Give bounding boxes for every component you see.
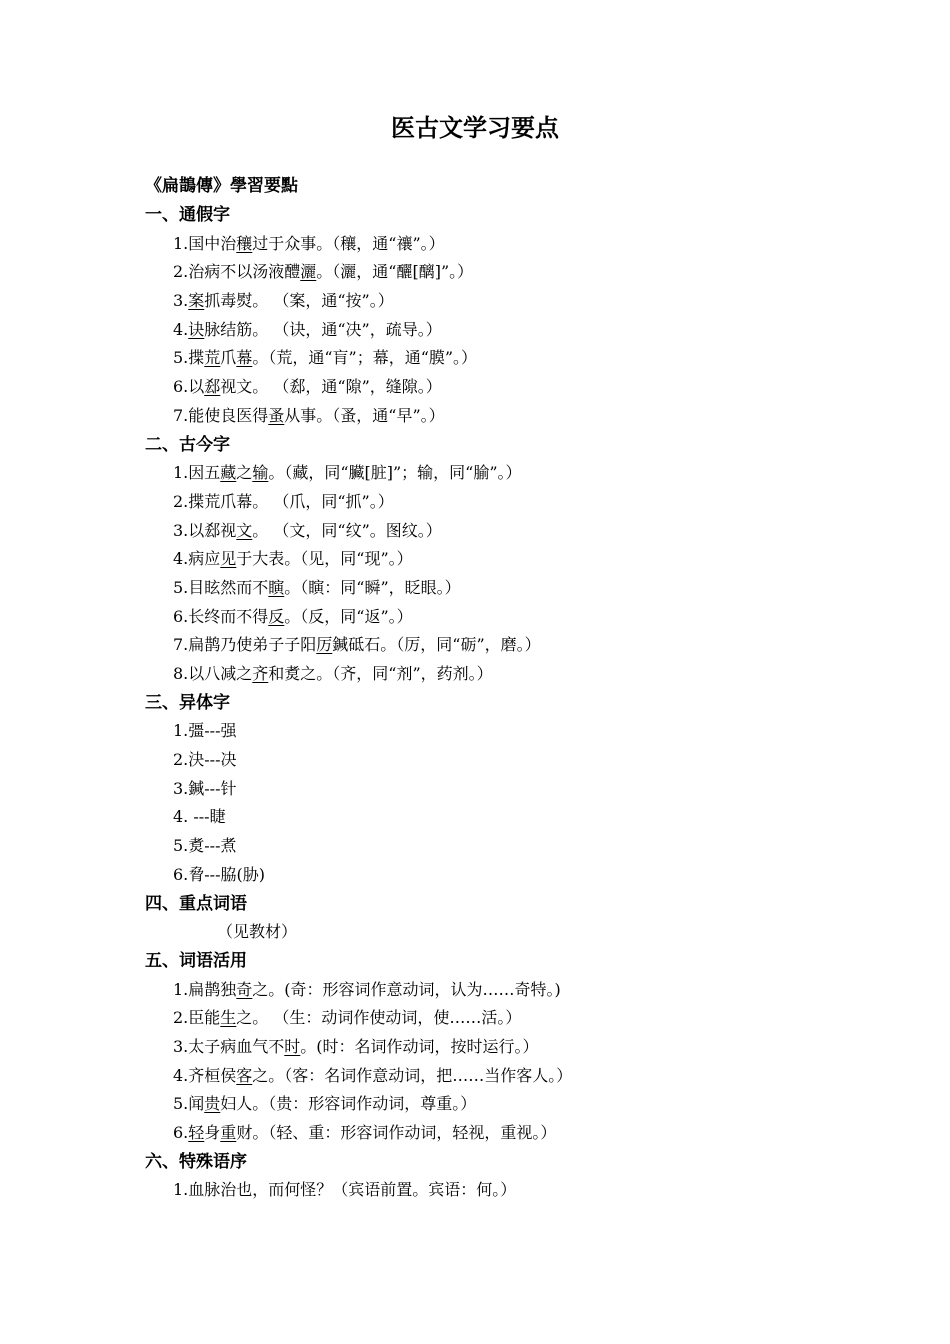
underlined-word: 厉 <box>316 635 333 655</box>
list-item <box>145 1004 865 1033</box>
section-heading: 六、特殊语序 <box>145 1151 247 1172</box>
text-segment: 之。 （生：动词作使动词，使……活。） <box>236 1008 522 1028</box>
text-segment: 5.煑---煮 <box>173 836 237 856</box>
underlined-word: 贵 <box>204 1094 221 1114</box>
text-segment: 妇人。（贵：形容词作动词，尊重。） <box>220 1094 477 1114</box>
underlined-word: 输 <box>252 463 269 483</box>
underlined-word: 穰 <box>236 233 253 253</box>
list-item <box>145 746 865 775</box>
underlined-word: 荒 <box>204 348 221 368</box>
text-segment: 身 <box>204 1123 221 1142</box>
underlined-word: 案 <box>188 291 205 311</box>
text-segment: 。（荒，通“肓”；幕，通“膜”。） <box>252 348 478 368</box>
underlined-word: 反 <box>268 606 285 626</box>
text-segment: 5.闻 <box>173 1094 205 1114</box>
text-segment: 1.扁鹊独 <box>173 979 237 999</box>
list-item <box>145 1176 865 1205</box>
list-item <box>145 861 865 890</box>
section-heading: 一、通假字 <box>145 205 230 225</box>
section-heading: 四、重点词语 <box>145 893 247 914</box>
text-segment: 。（反，同“返”。） <box>284 606 413 626</box>
underlined-word: 诀 <box>188 319 205 339</box>
text-segment: 之 <box>236 463 253 483</box>
list-item <box>145 803 865 832</box>
text-segment: 3.太子病血气不 <box>173 1036 285 1056</box>
page-title: 医古文学习要点 <box>391 114 559 142</box>
list-item <box>145 976 865 1005</box>
list-item <box>145 1090 865 1119</box>
list-item <box>145 717 865 746</box>
text-segment: 2.決---决 <box>173 750 237 770</box>
text-segment: 4. <box>173 319 189 339</box>
text-segment: 脉结筋。 （诀，通“决”，疏导。） <box>204 319 442 339</box>
underlined-word: 生 <box>220 1008 237 1028</box>
text-segment: 之。（客：名词作意动词，把……当作客人。） <box>252 1065 573 1085</box>
text-segment: 财。（轻、重：形容词作动词，轻视，重视。） <box>236 1123 557 1142</box>
underlined-word: 见 <box>220 549 237 569</box>
text-segment: 4.齐桓侯 <box>173 1065 237 1085</box>
underlined-word: 客 <box>236 1065 253 1085</box>
underlined-word: 幕 <box>236 348 253 368</box>
text-segment: 7.扁鹊乃使弟子子阳 <box>173 635 317 655</box>
text-segment: 7.能使良医得 <box>173 405 269 425</box>
text-segment: 3. <box>173 291 189 311</box>
underlined-word: 齐 <box>252 664 269 683</box>
text-segment: 之。(奇：形容词作意动词，认为……奇特。) <box>252 979 561 999</box>
underlined-word: 灑 <box>300 262 317 282</box>
underlined-word: 时 <box>284 1036 301 1056</box>
list-item <box>145 545 865 574</box>
list-item <box>145 832 865 861</box>
text-segment: 1.国中治 <box>173 233 237 253</box>
text-segment: 6.以 <box>173 377 205 397</box>
section-heading: 二、古今字 <box>145 434 230 455</box>
text-segment: 鍼砥石。（厉，同“砺”，磨。） <box>332 635 541 655</box>
underlined-word: 轻 <box>188 1123 205 1142</box>
text-segment: 从事。（蚤，通“早”。） <box>284 405 445 425</box>
underlined-word: 蚤 <box>268 405 285 425</box>
text-segment: 。 （文，同“纹”。图纹。） <box>252 520 442 540</box>
text-segment: 爪 <box>220 348 237 368</box>
list-item <box>145 775 865 804</box>
text-segment: 。（瞚：同“瞬”，眨眼。） <box>284 577 461 597</box>
list-item <box>145 287 865 316</box>
list-item <box>145 517 865 546</box>
section-note: （见教材） <box>217 922 298 942</box>
list-item <box>145 402 865 431</box>
list-item <box>145 373 865 402</box>
text-segment: 1.血脉治也，而何怪？（宾语前置。宾语：何。） <box>173 1180 517 1200</box>
text-segment: 4.病应 <box>173 549 221 569</box>
list-item <box>145 603 865 632</box>
underlined-word: 文 <box>236 520 253 540</box>
text-segment: 。(时：名词作动词，按时运行。） <box>300 1036 539 1056</box>
underlined-word: 藏 <box>220 463 237 483</box>
list-item <box>145 488 865 517</box>
list-item <box>145 660 865 689</box>
underlined-word: 郄 <box>204 377 221 397</box>
text-segment: 4. ---睫 <box>173 807 226 827</box>
text-segment: 6. <box>173 1123 189 1142</box>
text-segment: 8.以八减之 <box>173 664 253 683</box>
text-segment: 和煑之。（齐，同“剂”，药剂。） <box>268 664 493 683</box>
text-segment: 过于众事。（穰，通“禳”。） <box>252 233 445 253</box>
text-segment: 2.治病不以汤液醴 <box>173 262 301 282</box>
list-item <box>145 230 865 259</box>
section-heading: 五、词语活用 <box>145 950 247 971</box>
text-segment: 6.脅---脇(胁) <box>173 864 265 884</box>
underlined-word: 奇 <box>236 979 253 999</box>
document-subtitle: 《扁鵲傳》學習要點 <box>145 176 298 196</box>
text-segment: 抓毒熨。 （案，通“按”。） <box>204 291 394 311</box>
section-heading: 三、异体字 <box>145 692 230 713</box>
text-segment: 5.揲 <box>173 348 205 368</box>
text-segment: 3.鍼---针 <box>173 778 237 798</box>
list-item <box>145 344 865 373</box>
text-segment: 1.彊---强 <box>173 721 237 741</box>
text-segment: 6.长终而不得 <box>173 606 269 626</box>
list-item <box>145 1119 865 1148</box>
text-segment: 2.臣能 <box>173 1008 221 1028</box>
list-item <box>145 1062 865 1091</box>
underlined-word: 瞚 <box>268 577 285 597</box>
list-item <box>145 459 865 488</box>
text-segment: 视文。 （郄，通“隙”，缝隙。） <box>220 377 442 397</box>
text-segment: 5.目眩然而不 <box>173 577 269 597</box>
text-segment: 于大表。（见，同“现”。） <box>236 549 413 569</box>
list-item <box>145 574 865 603</box>
list-item <box>145 316 865 345</box>
text-segment: 3.以郄视 <box>173 520 237 540</box>
document-body <box>145 172 865 1205</box>
list-item <box>145 1033 865 1062</box>
underlined-word: 重 <box>220 1123 237 1142</box>
text-segment: 1.因五 <box>173 463 221 483</box>
list-item <box>145 258 865 287</box>
list-item <box>145 631 865 660</box>
text-segment: 。（藏，同“臟[脏]”；输，同“腧”。） <box>268 463 522 483</box>
text-segment: 2.揲荒爪幕。 （爪，同“抓”。） <box>173 491 394 511</box>
text-segment: 。（灑，通“釃[醨]”。） <box>316 262 474 282</box>
